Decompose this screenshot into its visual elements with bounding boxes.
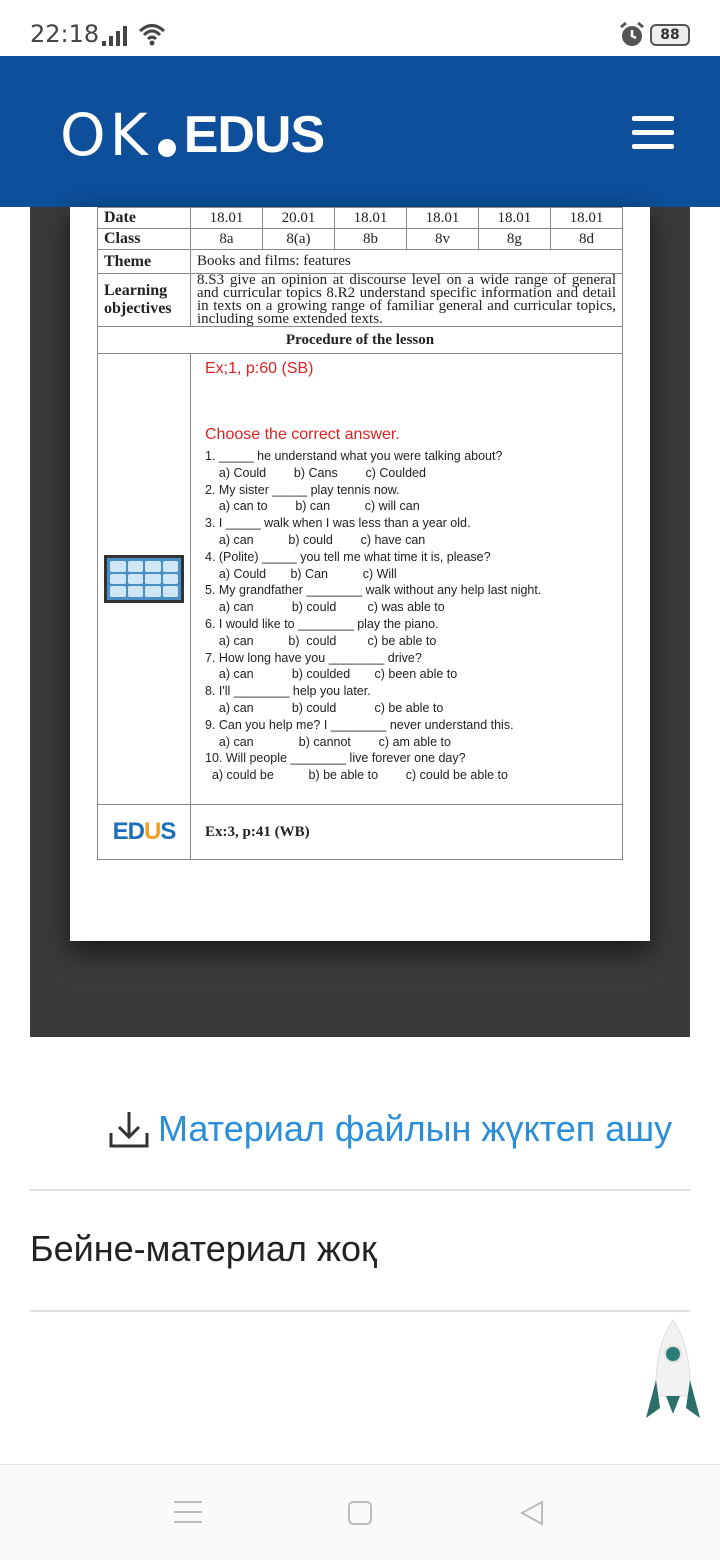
- exercise-cell: [191, 354, 623, 805]
- question-options: a) can b) could c) was able to: [205, 600, 445, 615]
- download-material-link[interactable]: [108, 1104, 672, 1154]
- question-options: a) can to b) can c) will can: [205, 499, 420, 514]
- question-options: a) Could b) Can c) Will: [205, 566, 397, 581]
- instruction-text: Choose the correct answer.: [205, 426, 400, 443]
- rocket-icon[interactable]: [644, 1318, 702, 1430]
- nav-home-icon[interactable]: [348, 1501, 372, 1525]
- question-options: a) could be b) be able to c) could be able to: [205, 768, 508, 783]
- alarm-icon: [618, 21, 646, 49]
- okedus-logo[interactable]: [60, 100, 324, 170]
- status-time: 22:18: [30, 20, 100, 48]
- download-icon: [108, 1109, 150, 1149]
- question: 10. Will people ________ live forever one day?: [205, 751, 466, 766]
- logo-ok-text: OK: [60, 101, 152, 169]
- class-cell: 8(a): [262, 229, 334, 250]
- nav-menu-icon[interactable]: [174, 1501, 202, 1525]
- date-cell: 18.01: [191, 208, 263, 229]
- question: 9. Can you help me? I ________ never understand this.: [205, 717, 514, 732]
- date-cell: 18.01: [550, 208, 622, 229]
- question-options: a) can b) coulded c) been able to: [205, 667, 458, 682]
- class-cell: 8g: [478, 229, 550, 250]
- status-bar: [0, 0, 720, 56]
- objectives-text: 8.S3 give an opinion at discourse level on a wide range of general and curricular topics 8.R2 understand specific information and detail in texts on a growing range of familiar general and curricular topics, including some extended texts.: [191, 274, 623, 327]
- divider: [30, 1189, 690, 1191]
- battery-icon: 88: [650, 24, 690, 46]
- wb-logo-cell: [98, 805, 191, 860]
- procedure-title: Procedure of the lesson: [98, 327, 623, 354]
- question-options: a) Could b) Cans c) Coulded: [205, 465, 426, 480]
- nav-back-icon[interactable]: [518, 1499, 546, 1527]
- divider: [30, 1310, 690, 1312]
- document-viewer[interactable]: [30, 207, 690, 1037]
- date-cell: 18.01: [478, 208, 550, 229]
- objectives-label: Learning objectives: [98, 274, 191, 327]
- question: 3. I _____ walk when I was less than a year old.: [205, 516, 471, 531]
- class-cell: 8d: [550, 229, 622, 250]
- no-video-text: Бейне-материал жоқ: [30, 1228, 377, 1269]
- download-label: Материал файлын жүктеп ашу: [158, 1108, 673, 1149]
- date-label: Date: [98, 208, 191, 229]
- theme-value: Books and films: features: [191, 250, 623, 274]
- class-cell: 8a: [191, 229, 263, 250]
- system-nav-bar: [0, 1464, 720, 1560]
- theme-label: Theme: [98, 250, 191, 274]
- question-options: a) can b) could c) have can: [205, 532, 426, 547]
- question-options: a) can b) cannot c) am able to: [205, 734, 451, 749]
- video-call-icon-cell: [98, 354, 191, 805]
- hamburger-menu-icon[interactable]: [632, 116, 678, 156]
- lesson-plan-table: [97, 207, 623, 860]
- question: 6. I would like to ________ play the piano.: [205, 616, 439, 631]
- wifi-icon: [138, 22, 166, 46]
- question: 5. My grandfather ________ walk without any help last night.: [205, 583, 542, 598]
- question-options: a) can b) could c) be able to: [205, 633, 437, 648]
- question: 2. My sister _____ play tennis now.: [205, 482, 400, 497]
- question: 4. (Polite) _____ you tell me what time it is, please?: [205, 549, 491, 564]
- date-cell: 18.01: [406, 208, 478, 229]
- logo-edus-text: EDUS: [183, 106, 325, 164]
- logo-dot: [158, 139, 176, 157]
- edus-small-logo: EDUS: [112, 818, 176, 845]
- app-header: [0, 56, 720, 207]
- class-cell: 8b: [334, 229, 406, 250]
- class-label: Class: [98, 229, 191, 250]
- signal-icon: [102, 26, 132, 46]
- class-cell: 8v: [406, 229, 478, 250]
- question: 1. _____ he understand what you were talking about?: [205, 449, 503, 463]
- question: 7. How long have you ________ drive?: [205, 650, 422, 665]
- question: 8. I'll ________ help you later.: [205, 684, 371, 699]
- document-page: [70, 207, 650, 941]
- video-call-icon: [104, 555, 184, 603]
- date-cell: 18.01: [334, 208, 406, 229]
- question-options: a) can b) could c) be able to: [205, 700, 444, 715]
- date-cell: 20.01: [262, 208, 334, 229]
- workbook-ref: Ex:3, p:41 (WB): [191, 805, 623, 860]
- exercise-ref: Ex;1, p:60 (SB): [205, 360, 314, 377]
